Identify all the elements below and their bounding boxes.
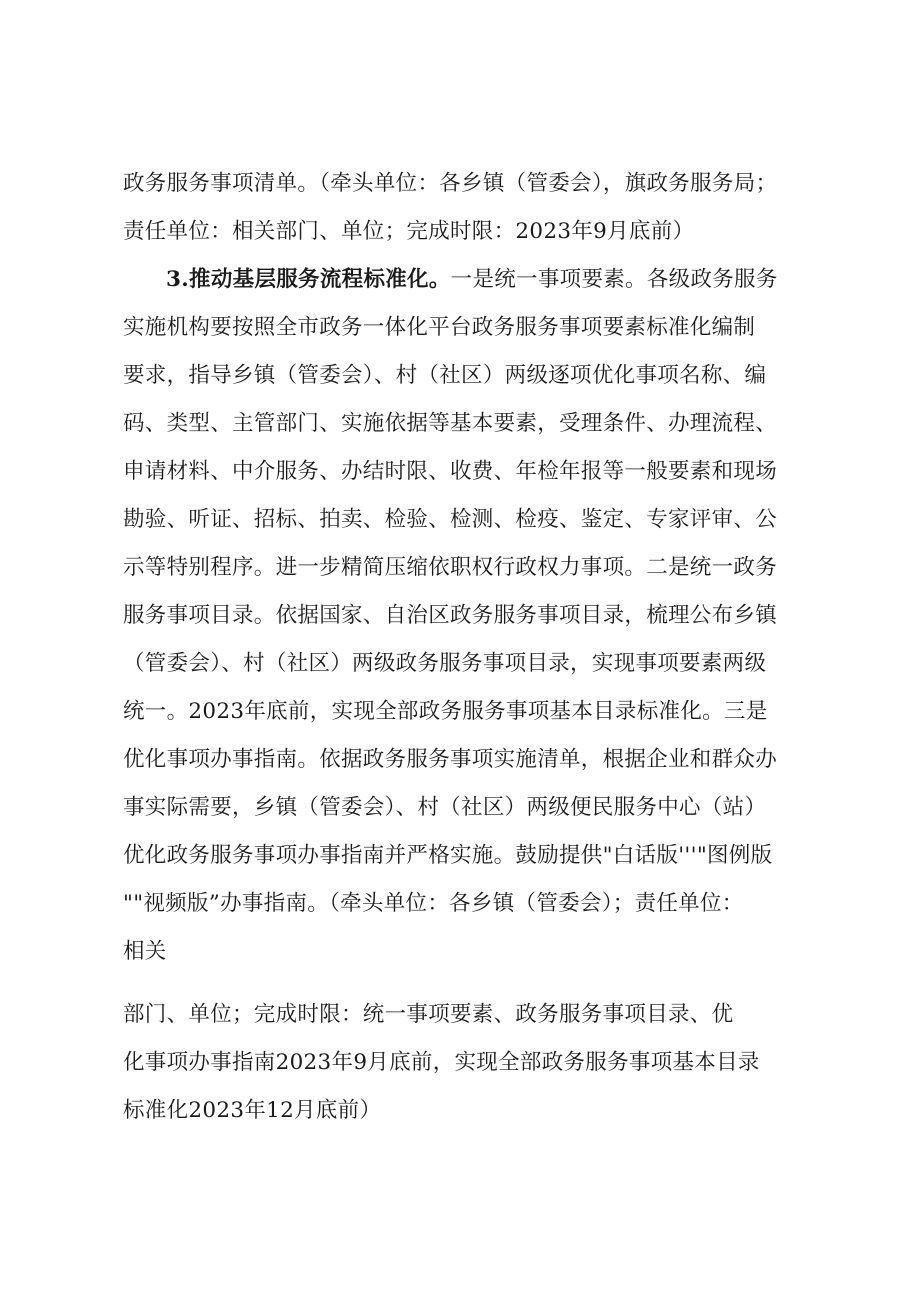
text-line-2: 责任单位：相关部门、单位；完成时限：2023年9月底前） bbox=[123, 219, 695, 244]
text-line-16: ""视频版”办事指南。（牵头单位：各乡镇（管委会）；责任单位： bbox=[123, 891, 744, 916]
text-line-15: 优化政务服务事项办事指南并严格实施。鼓励提供"白话版'''"图例版 bbox=[123, 843, 773, 868]
text-line-8: 勘验、听证、招标、拍卖、检验、检测、检疫、鉴定、专家评审、公 bbox=[123, 507, 778, 532]
text-line-1: 政务服务事项清单。（牵头单位：各乡镇（管委会），旗政务服务局； bbox=[123, 171, 778, 196]
text-line-9: 示等特别程序。进一步精简压缩依职权行政权力事项。二是统一政务 bbox=[123, 555, 778, 580]
text-line-17: 相关 bbox=[123, 939, 167, 964]
text-line-4: 实施机构要按照全市政务一体化平台政务服务事项要素标准化编制 bbox=[123, 315, 756, 340]
text-line-3-wrapper bbox=[166, 266, 778, 294]
text-line-20: 标准化2023年12月底前） bbox=[123, 1098, 382, 1123]
text-line-10: 服务事项目录。依据国家、自治区政务服务事项目录，梳理公布乡镇 bbox=[123, 603, 778, 628]
text-line-13: 优化事项办事指南。依据政务服务事项实施清单，根据企业和群众办 bbox=[123, 747, 778, 772]
text-line-14: 事实际需要，乡镇（管委会）、村（社区）两级便民服务中心（站） bbox=[123, 795, 767, 820]
section-heading: 3.推动基层服务流程标准化。 bbox=[166, 267, 451, 292]
text-line-5: 要求，指导乡镇（管委会）、村（社区）两级逐项优化事项名称、编 bbox=[123, 363, 767, 388]
text-line-6: 码、类型、主管部门、实施依据等基本要素，受理条件、办理流程、 bbox=[123, 411, 778, 436]
text-line-3: 一是统一事项要素。各级政务服务 bbox=[450, 267, 778, 292]
text-line-18: 部门、单位；完成时限：统一事项要素、政务服务事项目录、优 bbox=[123, 1002, 734, 1027]
text-line-11: （管委会）、村（社区）两级政务服务事项目录，实现事项要素两级 bbox=[123, 651, 767, 676]
text-line-19: 化事项办事指南2023年9月底前，实现全部政务服务事项基本目录 bbox=[123, 1050, 760, 1075]
text-line-7: 申请材料、中介服务、办结时限、收费、年检年报等一般要素和现场 bbox=[123, 459, 778, 484]
text-line-12: 统一。2023年底前，实现全部政务服务事项基本目录标准化。三是 bbox=[123, 699, 768, 724]
